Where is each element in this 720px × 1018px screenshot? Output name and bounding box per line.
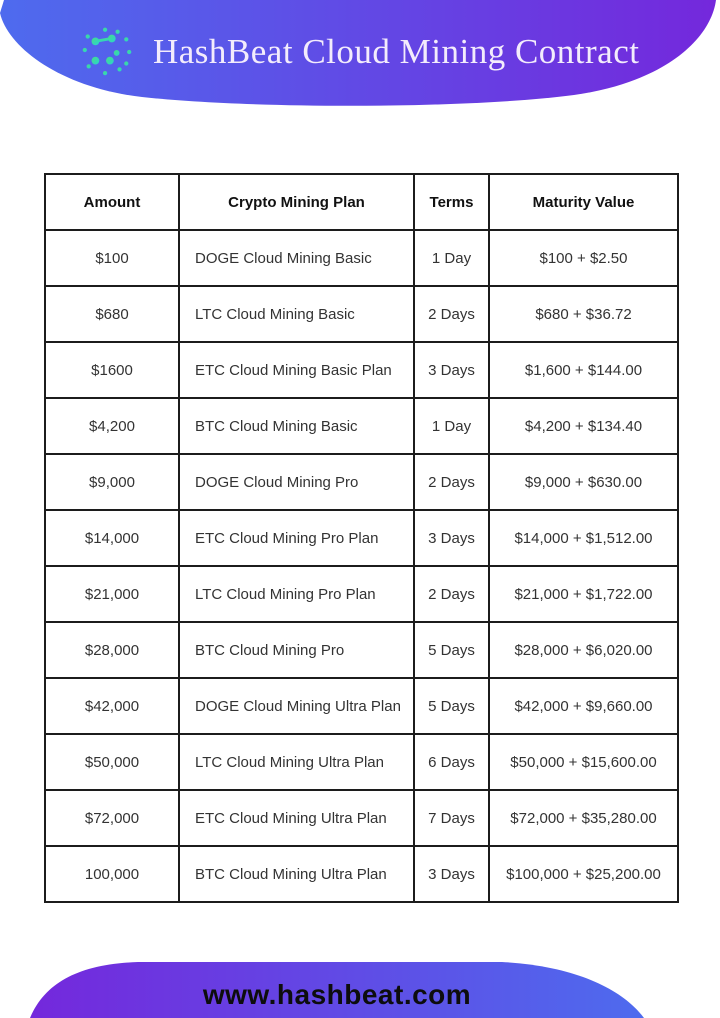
amount-cell: $100 <box>45 230 179 286</box>
website-url: www.hashbeat.com <box>202 979 472 1010</box>
plan-cell: BTC Cloud Mining Basic <box>179 398 414 454</box>
hashbeat-logo-icon <box>80 24 134 78</box>
column-header-amount: Amount <box>45 174 179 230</box>
table-row <box>45 846 678 902</box>
page-title: HashBeat Cloud Mining Contract <box>153 32 640 71</box>
table-row <box>45 790 678 846</box>
terms-cell: 2 Days <box>414 566 489 622</box>
maturity-value-cell: $100 + $2.50 <box>489 230 678 286</box>
maturity-value-cell: $100,000 + $25,200.00 <box>489 846 678 902</box>
table-row <box>45 566 678 622</box>
amount-cell: $680 <box>45 286 179 342</box>
maturity-value-cell: $9,000 + $630.00 <box>489 454 678 510</box>
table-row <box>45 286 678 342</box>
maturity-value-cell: $1,600 + $144.00 <box>489 342 678 398</box>
terms-cell: 3 Days <box>414 510 489 566</box>
plan-cell: ETC Cloud Mining Basic Plan <box>179 342 414 398</box>
amount-cell: $1600 <box>45 342 179 398</box>
plan-cell: DOGE Cloud Mining Ultra Plan <box>179 678 414 734</box>
terms-cell: 1 Day <box>414 230 489 286</box>
plan-cell: ETC Cloud Mining Pro Plan <box>179 510 414 566</box>
amount-cell: $50,000 <box>45 734 179 790</box>
plan-cell: BTC Cloud Mining Pro <box>179 622 414 678</box>
amount-cell: $14,000 <box>45 510 179 566</box>
table-row <box>45 678 678 734</box>
column-header-plan: Crypto Mining Plan <box>179 174 414 230</box>
terms-cell: 7 Days <box>414 790 489 846</box>
table-row <box>45 342 678 398</box>
terms-cell: 3 Days <box>414 342 489 398</box>
amount-cell: 100,000 <box>45 846 179 902</box>
plan-cell: LTC Cloud Mining Basic <box>179 286 414 342</box>
table-body <box>45 230 678 902</box>
plan-cell: BTC Cloud Mining Ultra Plan <box>179 846 414 902</box>
table-row <box>45 510 678 566</box>
table-row <box>45 734 678 790</box>
maturity-value-cell: $72,000 + $35,280.00 <box>489 790 678 846</box>
amount-cell: $72,000 <box>45 790 179 846</box>
terms-cell: 5 Days <box>414 678 489 734</box>
terms-cell: 2 Days <box>414 286 489 342</box>
plan-cell: ETC Cloud Mining Ultra Plan <box>179 790 414 846</box>
plan-cell: DOGE Cloud Mining Pro <box>179 454 414 510</box>
table-row <box>45 454 678 510</box>
table-row <box>45 230 678 286</box>
maturity-value-cell: $4,200 + $134.40 <box>489 398 678 454</box>
footer-banner <box>0 960 720 1018</box>
terms-cell: 5 Days <box>414 622 489 678</box>
terms-cell: 1 Day <box>414 398 489 454</box>
column-header-maturity-value: Maturity Value <box>489 174 678 230</box>
terms-cell: 2 Days <box>414 454 489 510</box>
amount-cell: $42,000 <box>45 678 179 734</box>
column-header-terms: Terms <box>414 174 489 230</box>
maturity-value-cell: $21,000 + $1,722.00 <box>489 566 678 622</box>
plan-cell: DOGE Cloud Mining Basic <box>179 230 414 286</box>
mining-plans-table <box>44 173 679 903</box>
maturity-value-cell: $42,000 + $9,660.00 <box>489 678 678 734</box>
table-row <box>45 398 678 454</box>
amount-cell: $9,000 <box>45 454 179 510</box>
plan-cell: LTC Cloud Mining Pro Plan <box>179 566 414 622</box>
amount-cell: $28,000 <box>45 622 179 678</box>
terms-cell: 6 Days <box>414 734 489 790</box>
amount-cell: $21,000 <box>45 566 179 622</box>
maturity-value-cell: $680 + $36.72 <box>489 286 678 342</box>
maturity-value-cell: $14,000 + $1,512.00 <box>489 510 678 566</box>
maturity-value-cell: $28,000 + $6,020.00 <box>489 622 678 678</box>
plan-cell: LTC Cloud Mining Ultra Plan <box>179 734 414 790</box>
maturity-value-cell: $50,000 + $15,600.00 <box>489 734 678 790</box>
table-header-row <box>45 174 678 230</box>
table-row <box>45 622 678 678</box>
amount-cell: $4,200 <box>45 398 179 454</box>
header-banner <box>0 0 720 112</box>
terms-cell: 3 Days <box>414 846 489 902</box>
